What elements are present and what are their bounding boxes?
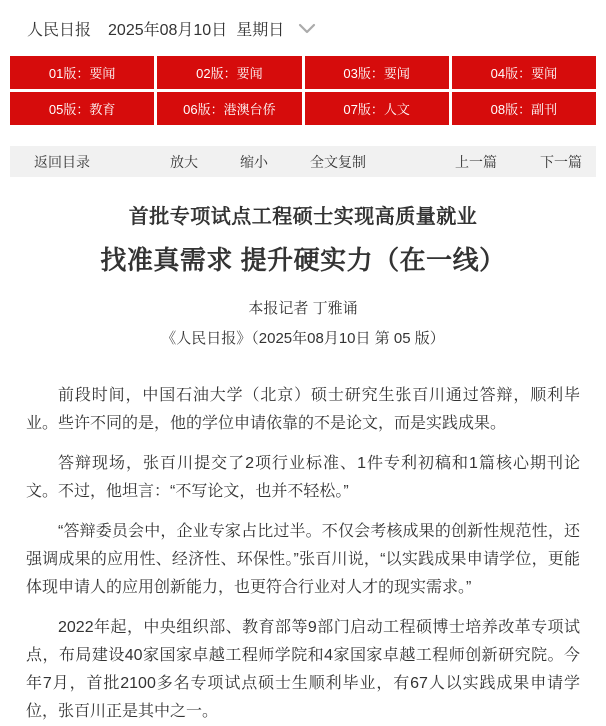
edition-grid <box>10 56 596 125</box>
article-supertitle: 首批专项试点工程硕士实现高质量就业 <box>128 206 478 228</box>
zoom-in-button[interactable]: 放大 <box>170 153 198 170</box>
back-to-catalog-button[interactable]: 返回目录 <box>34 153 90 170</box>
prev-article-button[interactable]: 上一篇 <box>455 153 497 170</box>
edition-link-02[interactable]: 02版：要闻 <box>157 56 301 89</box>
masthead <box>0 0 606 40</box>
paragraph: 前段时间，中国石油大学（北京）硕士研究生张百川通过答辩，顺利毕业。些许不同的是，他的学位申请依靠的不是论文，而是实践成果。 <box>26 387 580 432</box>
article-body <box>0 200 606 726</box>
edition-link-03[interactable]: 03版：要闻 <box>305 56 449 89</box>
article-byline: 本报记者 丁雅诵 <box>248 300 358 317</box>
article-source: 《人民日报》（2025年08月10日 第 05 版） <box>161 330 445 347</box>
chevron-down-icon[interactable] <box>298 23 316 35</box>
paragraph: “答辩委员会中，企业专家占比过半。不仅会考核成果的创新性规范性，还强调成果的应用性、经济性、环保性。”张百川说，“以实践成果申请学位，更能体现申请人的应用创新能力，也更符合行业对人才的现实需求。” <box>26 523 580 596</box>
edition-link-05[interactable]: 05版：教育 <box>10 92 154 125</box>
article-title: 找准真需求 提升硬实力（在一线） <box>100 245 506 275</box>
article-toolbar <box>10 146 596 177</box>
article-paragraphs <box>26 382 580 726</box>
edition-link-04[interactable]: 04版：要闻 <box>452 56 596 89</box>
edition-link-06[interactable]: 06版：港澳台侨 <box>157 92 301 125</box>
edition-link-08[interactable]: 08版：副刊 <box>452 92 596 125</box>
edition-link-07[interactable]: 07版：人文 <box>305 92 449 125</box>
issue-weekday[interactable]: 星期日 <box>236 22 285 39</box>
zoom-out-button[interactable]: 缩小 <box>240 153 268 170</box>
edition-link-01[interactable]: 01版：要闻 <box>10 56 154 89</box>
issue-date[interactable]: 2025年08月10日 <box>108 22 228 39</box>
newspaper-brand: 人民日报 <box>27 22 92 39</box>
next-article-button[interactable]: 下一篇 <box>540 153 582 170</box>
paragraph: 2022年起，中央组织部、教育部等9部门启动工程硕博士培养改革专项试点，布局建设40家国家卓越工程师学院和4家国家卓越工程师创新研究院。今年7月，首批2100多名专项试点硕士生顺利毕业，有67人以实践成果申请学位，张百川正是其中之一。 <box>26 619 580 720</box>
paragraph: 答辩现场，张百川提交了2项行业标准、1件专利初稿和1篇核心期刊论文。不过，他坦言：“不写论文，也并不轻松。” <box>26 455 580 500</box>
copy-fulltext-button[interactable]: 全文复制 <box>310 153 366 170</box>
